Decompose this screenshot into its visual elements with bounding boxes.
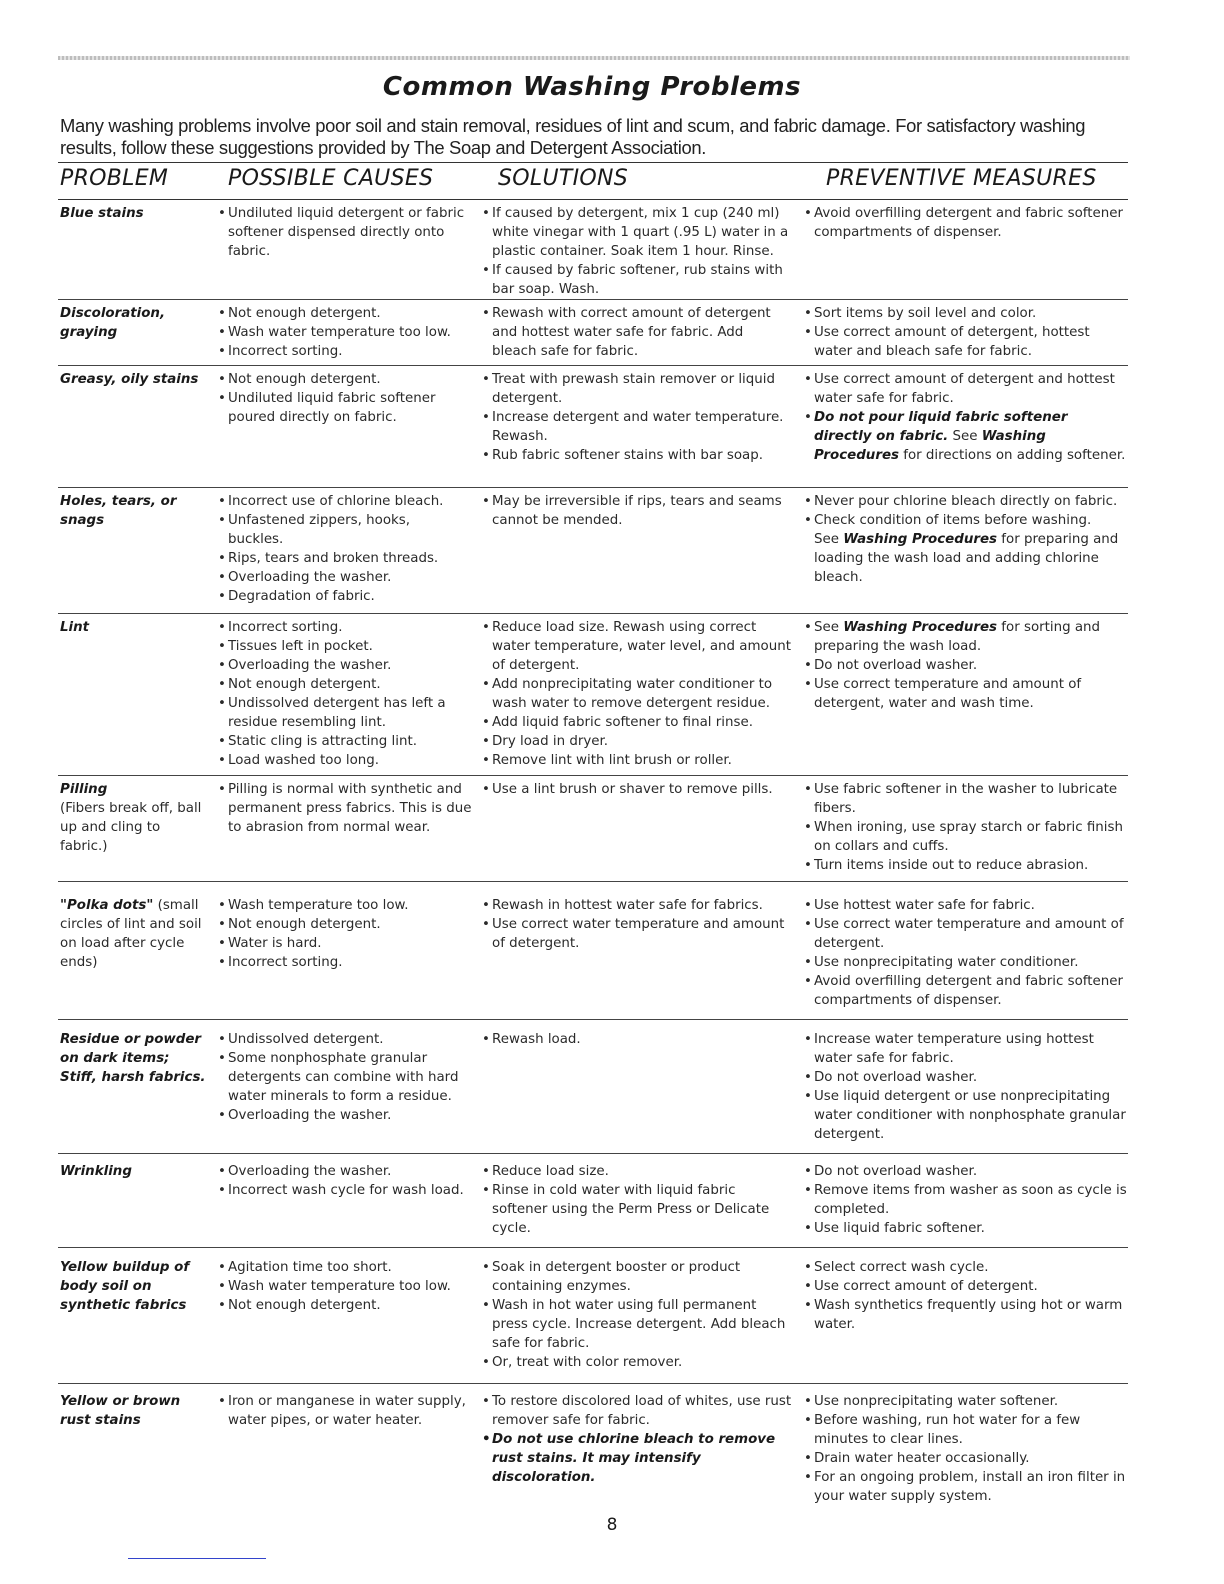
list-item: • Wash temperature too low. [218, 896, 476, 915]
table-row [58, 300, 1128, 366]
header-problem: PROBLEM [60, 166, 169, 191]
header-solutions: SOLUTIONS [498, 166, 629, 191]
list-item: • Rub fabric softener stains with bar soap. [482, 446, 792, 465]
problem-label: Lint [60, 620, 90, 635]
list-item: • Undissolved detergent has left a residue resembling lint. [218, 694, 476, 732]
solutions-cell [482, 304, 792, 361]
page-number: 8 [606, 1515, 618, 1535]
list-item: • Use correct water temperature and amount of detergent. [804, 915, 1128, 953]
footer-line [128, 1558, 266, 1559]
causes-cell [218, 1258, 476, 1315]
preventive-cell [804, 1258, 1128, 1334]
list-item: • Overloading the washer. [218, 568, 476, 587]
table-row [58, 488, 1128, 614]
list-item: • When ironing, use spray starch or fabric finish on collars and cuffs. [804, 818, 1128, 856]
list-item: • Increase water temperature using hottest water safe for fabric. [804, 1030, 1128, 1068]
list-item: • Avoid overfilling detergent and fabric softener compartments of dispenser. [804, 204, 1128, 242]
intro-paragraph: Many washing problems involve poor soil and stain removal, residues of lint and scum, and fabric damage. For satisfactory washing results, follow these suggestions provided by The Soap and Detergent Association. [60, 115, 1086, 158]
table-row [58, 776, 1128, 882]
preventive-cell [804, 1162, 1128, 1238]
list-item: • Iron or manganese in water supply, water pipes, or water heater. [218, 1392, 476, 1430]
solutions-cell [482, 204, 792, 299]
table-row [58, 1248, 1128, 1384]
list-item: • Undissolved detergent. [218, 1030, 476, 1049]
list-item: • Use nonprecipitating water conditioner. [804, 953, 1128, 972]
table-row [58, 614, 1128, 776]
list-item: • Do not overload washer. [804, 1068, 1128, 1087]
see-text: See [814, 532, 839, 547]
list-item: • Overloading the washer. [218, 656, 476, 675]
solutions-cell [482, 492, 792, 530]
solutions-cell [482, 1030, 792, 1049]
list-item: • Add liquid fabric softener to final rinse. [482, 713, 792, 732]
warning-text: • Do not use chlorine bleach to remove rust stains. It may intensify discoloration. [482, 1430, 792, 1487]
problem-label: graying [60, 325, 118, 340]
problem-cell [60, 492, 222, 530]
list-item: • Load washed too long. [218, 751, 476, 770]
list-item: • Add nonprecipitating water conditioner to wash water to remove detergent residue. [482, 675, 792, 713]
list-item: • Not enough detergent. [218, 370, 476, 389]
preventive-cell [804, 370, 1128, 465]
problem-label: Stiff, harsh fabrics. [60, 1070, 206, 1085]
causes-cell [218, 896, 476, 972]
list-item: • Degradation of fabric. [218, 587, 476, 606]
list-item: • Before washing, run hot water for a few minutes to clear lines. [804, 1411, 1128, 1449]
list-item: • May be irreversible if rips, tears and seams cannot be mended. [482, 492, 792, 530]
list-item: • Use correct amount of detergent, hottest water and bleach safe for fabric. [804, 323, 1128, 361]
table-row [58, 1384, 1128, 1514]
list-item: • Incorrect use of chlorine bleach. [218, 492, 476, 511]
preventive-cell [804, 304, 1128, 361]
list-item: • Sort items by soil level and color. [804, 304, 1128, 323]
problem-label: body soil on [60, 1279, 152, 1294]
solutions-cell [482, 618, 792, 770]
problem-label: Holes, tears, or [60, 494, 177, 509]
causes-cell [218, 780, 476, 837]
reference-tail: for preparing and loading the wash load and adding chlorine bleach. [814, 532, 1119, 585]
table-row [58, 366, 1128, 488]
causes-cell [218, 370, 476, 427]
list-item: • Not enough detergent. [218, 304, 476, 323]
problem-cell [60, 1162, 222, 1181]
list-item: • Turn items inside out to reduce abrasion. [804, 856, 1128, 875]
list-item: • Reduce load size. [482, 1162, 792, 1181]
problem-label: Blue stains [60, 206, 144, 221]
list-item: • Soak in detergent booster or product containing enzymes. [482, 1258, 792, 1296]
list-item: • Unfastened zippers, hooks, buckles. [218, 511, 476, 549]
list-item: • Reduce load size. Rewash using correct water temperature, water level, and amount of detergent. [482, 618, 792, 675]
problem-name: "Polka dots" [60, 898, 154, 913]
list-item: • Treat with prewash stain remover or liquid detergent. [482, 370, 792, 408]
preventive-cell [804, 780, 1128, 875]
list-item [804, 618, 1128, 656]
solutions-cell [482, 1258, 792, 1372]
solutions-cell [482, 370, 792, 465]
list-item: • Static cling is attracting lint. [218, 732, 476, 751]
list-item: • Incorrect sorting. [218, 953, 476, 972]
problem-cell [60, 1392, 222, 1430]
solutions-cell [482, 1392, 792, 1487]
preventive-cell [804, 1392, 1128, 1506]
section-reference: Washing Procedures [814, 429, 1046, 463]
problem-label: rust stains [60, 1413, 141, 1428]
preventive-cell [804, 896, 1128, 1010]
reference-note [804, 530, 1128, 587]
section-reference: Washing Procedures [843, 620, 998, 635]
list-item: • Do not overload washer. [804, 1162, 1128, 1181]
see-text: See [952, 429, 978, 444]
problem-label: Yellow or brown [60, 1394, 181, 1409]
list-item [804, 408, 1128, 465]
problem-label: Discoloration, [60, 306, 166, 321]
problem-label: Yellow buildup of [60, 1260, 190, 1275]
list-item: • Undiluted liquid detergent or fabric softener dispensed directly onto fabric. [218, 204, 476, 261]
list-item: • Agitation time too short. [218, 1258, 476, 1277]
list-item: • Undiluted liquid fabric softener poured directly on fabric. [218, 389, 476, 427]
list-item: • Use a lint brush or shaver to remove pills. [482, 780, 792, 799]
list-item: • Use correct temperature and amount of detergent, water and wash time. [804, 675, 1128, 713]
problem-cell [60, 1030, 222, 1087]
section-reference: Washing Procedures [843, 532, 998, 547]
problem-label [60, 896, 214, 972]
list-item: • Increase detergent and water temperature. Rewash. [482, 408, 792, 446]
table-row [58, 1154, 1128, 1248]
problem-cell [60, 896, 222, 972]
preventive-cell [804, 204, 1128, 242]
list-item: • To restore discolored load of whites, use rust remover safe for fabric. [482, 1392, 792, 1430]
list-item: • Use liquid detergent or use nonprecipitating water conditioner with nonphosphate granular detergent. [804, 1087, 1128, 1144]
list-item: • Rinse in cold water with liquid fabric softener using the Perm Press or Delicate cycle. [482, 1181, 792, 1238]
problem-cell [60, 204, 222, 223]
list-item: • Dry load in dryer. [482, 732, 792, 751]
reference-tail: for directions on adding softener. [903, 448, 1126, 463]
list-item: • Incorrect wash cycle for wash load. [218, 1181, 476, 1200]
list-item: • Remove lint with lint brush or roller. [482, 751, 792, 770]
list-item: • Wash water temperature too low. [218, 323, 476, 342]
list-item: • Use correct water temperature and amount of detergent. [482, 915, 792, 953]
list-item: • Drain water heater occasionally. [804, 1449, 1128, 1468]
causes-cell [218, 204, 476, 261]
list-item: • Rewash with correct amount of detergent and hottest water safe for fabric. Add bleach safe for fabric. [482, 304, 792, 361]
list-item: • Use liquid fabric softener. [804, 1219, 1128, 1238]
problem-label: synthetic fabrics [60, 1298, 187, 1313]
causes-cell [218, 304, 476, 361]
list-item: • Wash water temperature too low. [218, 1277, 476, 1296]
header-possible-causes: POSSIBLE CAUSES [228, 166, 434, 191]
problem-description: (Fibers break off, ball up and cling to fabric.) [60, 801, 202, 854]
list-item: • Rewash in hottest water safe for fabrics. [482, 896, 792, 915]
problem-label: snags [60, 513, 105, 528]
list-item: • Use hottest water safe for fabric. [804, 896, 1128, 915]
list-item: • Not enough detergent. [218, 675, 476, 694]
problem-label: Wrinkling [60, 1164, 132, 1179]
problem-description: (small circles of lint and soil on load after cycle ends) [60, 898, 202, 970]
problem-label: Pilling [60, 782, 108, 797]
list-item: • Wash synthetics frequently using hot or warm water. [804, 1296, 1128, 1334]
list-item: • Use correct amount of detergent. [804, 1277, 1128, 1296]
problem-cell [60, 370, 222, 389]
reference-tail: for sorting and preparing the wash load. [814, 620, 1101, 654]
table-header [58, 162, 1128, 200]
header-preventive-measures: PREVENTIVE MEASURES [826, 166, 1097, 191]
causes-cell [218, 1162, 476, 1200]
causes-cell [218, 1030, 476, 1125]
preventive-cell [804, 1030, 1128, 1144]
table-row [58, 882, 1128, 1020]
problem-cell [60, 618, 222, 637]
list-item: • Avoid overfilling detergent and fabric softener compartments of dispenser. [804, 972, 1128, 1010]
problem-label: on dark items; [60, 1051, 170, 1066]
list-item: • Pilling is normal with synthetic and permanent press fabrics. This is due to abrasion from normal wear. [218, 780, 476, 837]
table-row [58, 200, 1128, 300]
problem-cell [60, 1258, 222, 1315]
list-item: • If caused by detergent, mix 1 cup (240 ml) white vinegar with 1 quart (.95 L) water in a plastic container. Soak item 1 hour. Rinse. [482, 204, 792, 261]
problem-label: Greasy, oily stains [60, 372, 199, 387]
list-item: • Rewash load. [482, 1030, 792, 1049]
causes-cell [218, 492, 476, 606]
list-item: • Overloading the washer. [218, 1106, 476, 1125]
page-title: Common Washing Problems [382, 72, 802, 102]
preventive-cell [804, 492, 1128, 587]
list-item: • Or, treat with color remover. [482, 1353, 792, 1372]
list-item: • Not enough detergent. [218, 915, 476, 934]
list-item: • Incorrect sorting. [218, 618, 476, 637]
list-item: • Rips, tears and broken threads. [218, 549, 476, 568]
list-item: • Not enough detergent. [218, 1296, 476, 1315]
list-item: • Do not overload washer. [804, 656, 1128, 675]
list-item: • For an ongoing problem, install an iron filter in your water supply system. [804, 1468, 1128, 1506]
list-item: • Use correct amount of detergent and hottest water safe for fabric. [804, 370, 1128, 408]
top-rule [58, 56, 1130, 60]
list-item: • Water is hard. [218, 934, 476, 953]
list-item: • Incorrect sorting. [218, 342, 476, 361]
list-item: • Never pour chlorine bleach directly on fabric. [804, 492, 1128, 511]
table-row [58, 1020, 1128, 1154]
problem-label: Residue or powder [60, 1032, 202, 1047]
solutions-cell [482, 1162, 792, 1238]
problem-cell [60, 780, 222, 856]
list-item: • Use nonprecipitating water softener. [804, 1392, 1128, 1411]
causes-cell [218, 1392, 476, 1430]
problem-cell [60, 304, 222, 342]
list-item: • Tissues left in pocket. [218, 637, 476, 656]
warning-text: Do not pour liquid fabric softener directly on fabric. [814, 410, 1068, 444]
list-item: • Use fabric softener in the washer to lubricate fibers. [804, 780, 1128, 818]
list-item: • Select correct wash cycle. [804, 1258, 1128, 1277]
solutions-cell [482, 896, 792, 953]
causes-cell [218, 618, 476, 770]
list-item: • Wash in hot water using full permanent press cycle. Increase detergent. Add bleach safe for fabric. [482, 1296, 792, 1353]
list-item: • Some nonphosphate granular detergents can combine with hard water minerals to form a residue. [218, 1049, 476, 1106]
list-item: • Check condition of items before washing. [804, 511, 1128, 530]
list-item: • Overloading the washer. [218, 1162, 476, 1181]
preventive-cell [804, 618, 1128, 713]
see-text: See [814, 620, 839, 635]
list-item: • If caused by fabric softener, rub stains with bar soap. Wash. [482, 261, 792, 299]
solutions-cell [482, 780, 792, 799]
list-item: • Remove items from washer as soon as cycle is completed. [804, 1181, 1128, 1219]
